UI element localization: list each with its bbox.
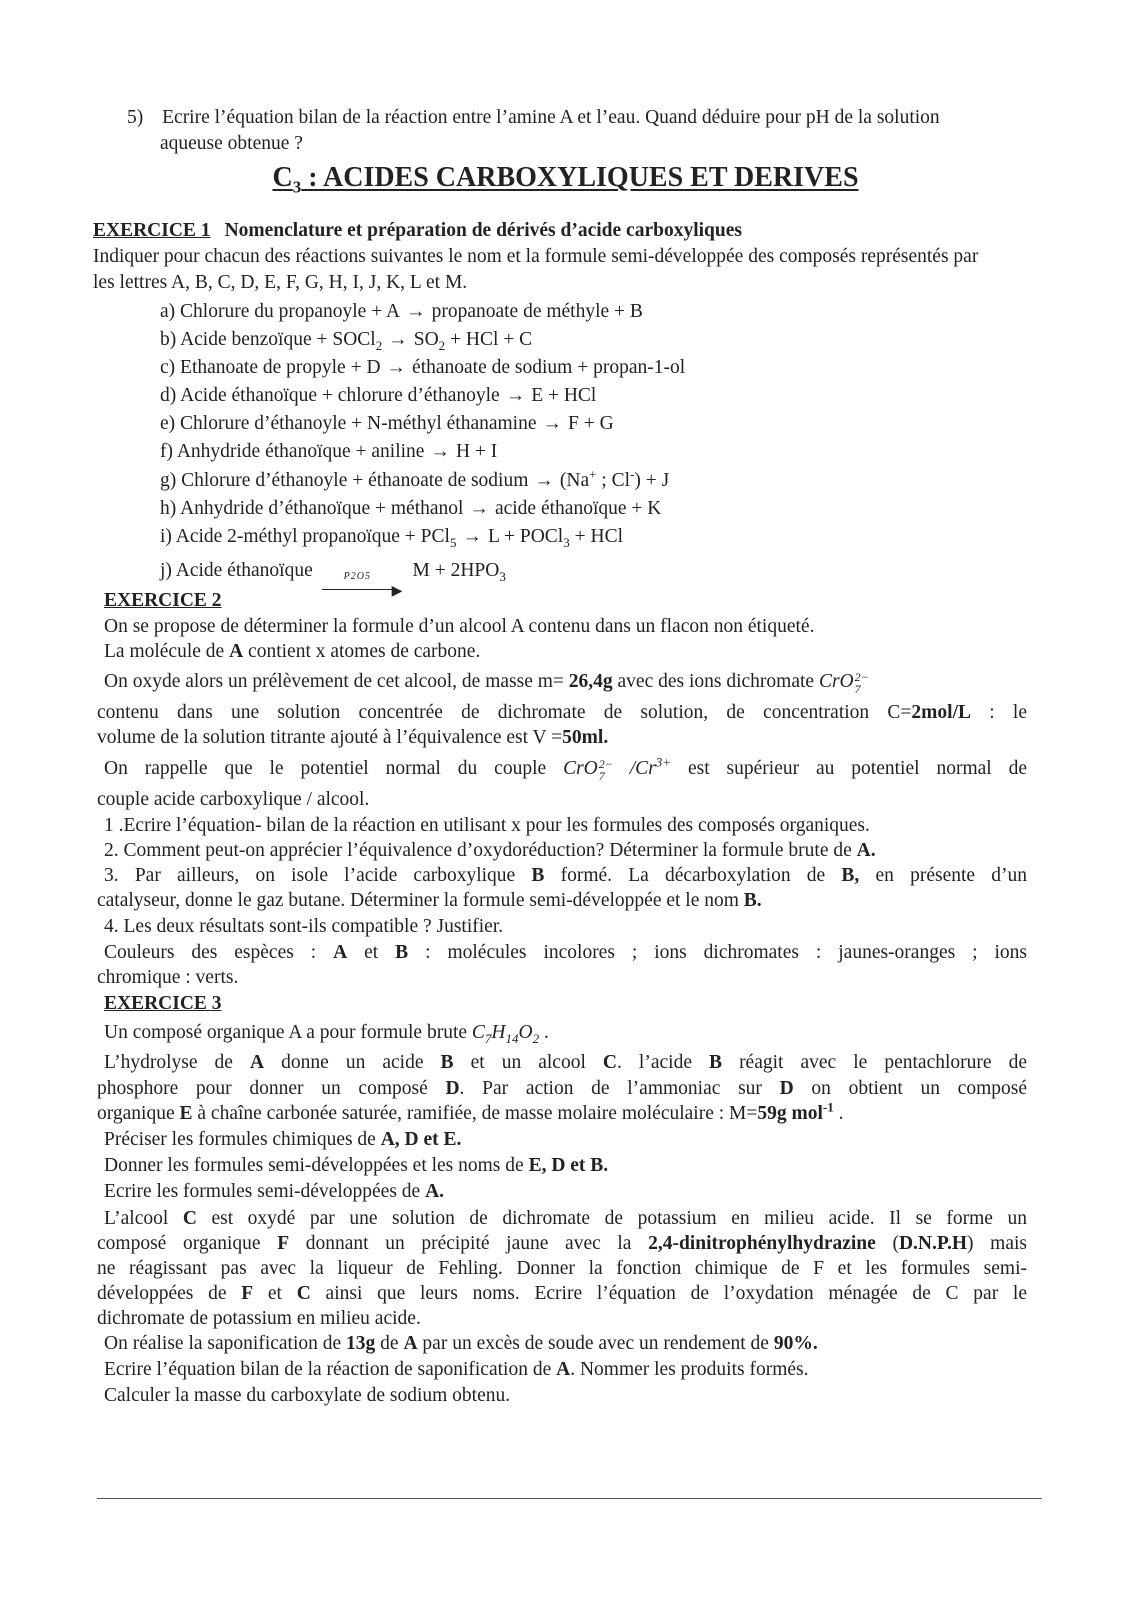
ex3-line-15: Calculer la masse du carboxylate de sodium obtenu.	[104, 1385, 511, 1406]
arrow-icon: →	[469, 498, 489, 519]
chapter-title-text: : ACIDES CARBOXYLIQUES ET DERIVES	[301, 162, 859, 193]
arrow-icon: →	[505, 385, 526, 406]
chapter-code: C	[272, 162, 293, 193]
ex3-line-7: Ecrire les formules semi-développées de A.	[104, 1181, 445, 1202]
question-text: Ecrire l’équation bilan de la réaction entre l’amine A et l’eau. Quand déduire pour pH de la solution	[162, 107, 940, 128]
ex3-line-6: Donner les formules semi-développées et les noms de E, D et B.	[104, 1155, 609, 1176]
couple-formula: CrO 2− 7 $/Cr^{3+}$	[563, 754, 672, 783]
arrow-icon: →	[542, 413, 562, 434]
reaction-i: i) Acide 2-méthyl propanoïque + PCl$_5$ → L + POCl$_3$ + HCl	[160, 526, 623, 550]
exercise-1-instructions-line-2: les lettres A, B, C, D, E, F, G, H, I, J, K, L et M.	[93, 272, 468, 293]
reaction-e: e) Chlorure d’éthanoyle + N-méthyl éthanamine → F + G	[160, 413, 614, 434]
reaction-c: c) Ethanoate de propyle + D → éthanoate de sodium + propan-1-ol	[160, 357, 686, 378]
ex2-line-6: On rappelle que le potentiel normal du couple CrO 2− 7 $/Cr^{3+}$ est supérieur au potentiel normal de	[104, 754, 1027, 783]
reaction-b: b) Acide benzoïque + SOCl$_2$ → $SO_2$ + HCl + C	[160, 329, 533, 353]
footer-divider	[97, 1498, 1042, 1499]
exercise-1-instructions-line-1: Indiquer pour chacun des réactions suivantes le nom et la formule semi-développée des composés représentés par	[93, 246, 979, 267]
exercise-3-heading	[104, 991, 222, 1016]
arrow-icon: →	[430, 441, 450, 462]
ex3-line-1: Un composé organique A a pour formule brute $C_7H_{14}O_2$ .	[104, 1022, 549, 1046]
ex3-line-4: organique E à chaîne carbonée saturée, ramifiée, de masse molaire moléculaire : M=59g mol$^{-1}$ .	[97, 1099, 844, 1124]
ex3-line-3: phosphore pour donner un composé D. Par action de l’ammoniac sur D on obtient un composé	[97, 1078, 1027, 1099]
arrow-icon: →	[406, 301, 426, 322]
ex2-colors-line-2: chromique : verts.	[97, 967, 239, 988]
molecular-formula: $C_7H_{14}O_2$	[471, 1022, 540, 1046]
ex2-colors-line-1: Couleurs des espèces : A et B : molécules incolores ; ions dichromates : jaunes-oranges ; ions	[104, 942, 1027, 963]
exercise-1-heading	[93, 218, 742, 243]
exercise-1-subtitle: Nomenclature et préparation de dérivés d’acide carboxyliques	[224, 220, 742, 241]
dichromate-formula: CrO 2− 7	[818, 669, 869, 696]
ex2-question-3-line-2: catalyseur, donne le gaz butane. Déterminer la formule semi-développée et le nom B.	[97, 890, 762, 911]
ex3-line-12: dichromate de potassium en milieu acide.	[97, 1308, 421, 1329]
arrow-icon: →	[534, 470, 554, 491]
ex2-question-2: 2. Comment peut-on apprécier l’équivalence d’oxydoréduction? Déterminer la formule brute de A.	[104, 840, 876, 861]
arrow-icon: →	[462, 526, 482, 547]
ex2-question-1: 1 .Ecrire l’équation- bilan de la réaction en utilisant x pour les formules des composés organiques.	[104, 815, 870, 836]
ex2-question-3: 3. Par ailleurs, on isole l’acide carboxylique B formé. La décarboxylation de B, en présente d’un	[104, 865, 1027, 886]
reaction-f: f) Anhydride éthanoïque + aniline → H + I	[160, 441, 498, 462]
ex2-line-7: couple acide carboxylique / alcool.	[97, 789, 370, 810]
ex3-line-11: développées de F et C ainsi que leurs noms. Ecrire l’équation de l’oxydation ménagée de C par le	[97, 1283, 1027, 1304]
ex2-line-5: volume de la solution titrante ajouté à l’équivalence est V =50ml.	[97, 727, 609, 748]
chapter-code-sub: 3	[292, 177, 302, 197]
exercise-1-label: EXERCICE 1	[93, 220, 211, 241]
ex3-line-8: L’alcool C est oxydé par une solution de dichromate de potassium en milieu acide. Il se forme un	[104, 1208, 1027, 1229]
intro-question-5-line-1	[127, 105, 940, 130]
ex3-line-5: Préciser les formules chimiques de A, D et E.	[104, 1129, 462, 1150]
chapter-title	[0, 160, 1131, 196]
arrow-icon: →	[388, 329, 408, 350]
exercise-3-label: EXERCICE 3	[104, 993, 222, 1014]
reaction-h: h) Anhydride d’éthanoïque + méthanol → acide éthanoïque + K	[160, 498, 662, 519]
arrow-icon: →	[386, 357, 407, 378]
ex3-line-2: L’hydrolyse de A donne un acide B et un alcool C. l’acide B réagit avec le pentachlorure de	[104, 1052, 1027, 1073]
reaction-g: g) Chlorure d’éthanoyle + éthanoate de sodium → (Na+ ; Cl-) + J	[160, 466, 670, 491]
ex2-line-1: On se propose de déterminer la formule d’un alcool A contenu dans un flacon non étiqueté.	[104, 616, 815, 637]
exercise-2-label: EXERCICE 2	[104, 590, 222, 611]
ex2-line-3: On oxyde alors un prélèvement de cet alcool, de masse m= 26,4g avec des ions dichromate CrO 2− 7	[104, 669, 869, 696]
reaction-a: a) Chlorure du propanoyle + A → propanoate de méthyle + B	[160, 301, 643, 322]
ex3-line-9: composé organique F donnant un précipité jaune avec la 2,4-dinitrophénylhydrazine (D.N.P.H) mais	[97, 1233, 1027, 1254]
intro-question-5-line-2: aqueuse obtenue ?	[160, 133, 303, 154]
ex2-question-4: 4. Les deux résultats sont-ils compatible ? Justifier.	[104, 916, 504, 937]
question-number: 5)	[127, 107, 144, 128]
ex3-line-13: On réalise la saponification de 13g de A par un excès de soude avec un rendement de 90%.	[104, 1333, 818, 1354]
reaction-j: j) Acide éthanoïque P2O5 ▶ $M + 2HPO_3$	[160, 560, 506, 599]
exercise-2-heading	[104, 588, 222, 613]
reaction-d: d) Acide éthanoïque + chlorure d’éthanoyle → E + HCl	[160, 385, 597, 406]
ex2-line-2: La molécule de A contient x atomes de carbone.	[104, 641, 481, 662]
ex3-line-10: ne réagissant pas avec la liqueur de Fehling. Donner la fonction chimique de F et les formules semi-	[97, 1258, 1027, 1279]
ex2-line-4: contenu dans une solution concentrée de dichromate de solution, de concentration C=2mol/L : le	[97, 702, 1027, 723]
ex3-line-14: Ecrire l’équation bilan de la réaction de saponification de A. Nommer les produits formés.	[104, 1359, 809, 1380]
